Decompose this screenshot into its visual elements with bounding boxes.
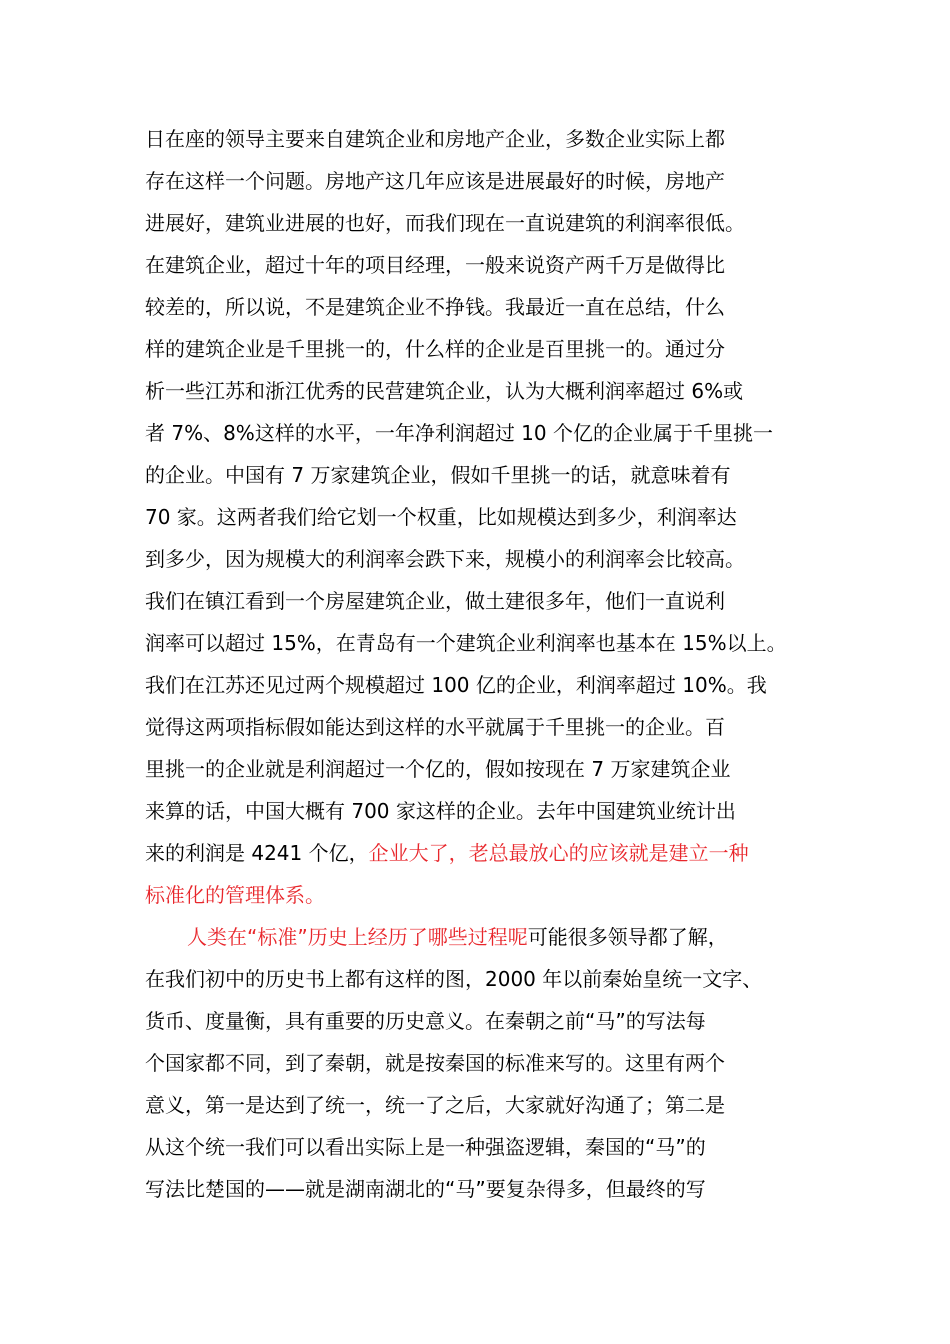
text-line: 写法比楚国的——就是湖南湖北的“马”要复杂得多，但最终的写 <box>145 1177 706 1201</box>
text-line: 存在这样一个问题。房地产这几年应该是进展最好的时候，房地产 <box>145 169 725 193</box>
text-line: 个国家都不同，到了秦朝，就是按秦国的标准来写的。这里有两个 <box>145 1051 725 1075</box>
text-line: 析一些江苏和浙江优秀的民营建筑企业，认为大概利润率超过 6%或 <box>145 379 744 403</box>
text-line: 到多少，因为规模大的利润率会跌下来，规模小的利润率会比较高。 <box>145 547 745 571</box>
text-line: 我们在江苏还见过两个规模超过 100 亿的企业，利润率超过 10%。我 <box>145 673 767 697</box>
text-line: 较差的，所以说，不是建筑企业不挣钱。我最近一直在总结，什么 <box>145 295 725 319</box>
text-line: 在我们初中的历史书上都有这样的图，2000 年以前秦始皇统一文字、 <box>145 967 763 991</box>
text-line: 在建筑企业，超过十年的项目经理，一般来说资产两千万是做得比 <box>145 253 725 277</box>
text-line-mixed <box>145 916 815 958</box>
text-line: 70 家。这两者我们给它划一个权重，比如规模达到多少，利润率达 <box>145 505 737 529</box>
body-text <box>145 118 815 1210</box>
highlighted-text: 企业大了，老总最放心的应该就是建立一种 <box>368 841 749 865</box>
text-line: 润率可以超过 15%，在青岛有一个建筑企业利润率也基本在 15%以上。 <box>145 631 787 655</box>
text-line: 觉得这两项指标假如能达到这样的水平就属于千里挑一的企业。百 <box>145 715 725 739</box>
text-line: 者 7%、8%这样的水平，一年净利润超过 10 个亿的企业属于千里挑一 <box>145 421 773 445</box>
highlighted-text: 人类在“标准”历史上经历了哪些过程呢 <box>187 925 528 949</box>
text-line-mixed <box>145 832 815 874</box>
text-line: 里挑一的企业就是利润超过一个亿的，假如按现在 7 万家建筑企业 <box>145 757 731 781</box>
text-segment: 来的利润是 4241 个亿， <box>145 841 369 865</box>
text-line: 进展好，建筑业进展的也好，而我们现在一直说建筑的利润率很低。 <box>145 211 745 235</box>
text-line: 货币、度量衡，具有重要的历史意义。在秦朝之前“马”的写法每 <box>145 1009 706 1033</box>
paragraph-1 <box>145 118 815 916</box>
text-line: 我们在镇江看到一个房屋建筑企业，做土建很多年，他们一直说利 <box>145 589 725 613</box>
text-line: 从这个统一我们可以看出实际上是一种强盗逻辑，秦国的“马”的 <box>145 1135 706 1159</box>
paragraph-2 <box>145 916 815 1210</box>
text-line: 日在座的领导主要来自建筑企业和房地产企业，多数企业实际上都 <box>145 127 725 151</box>
highlighted-text: 标准化的管理体系。 <box>145 883 325 907</box>
text-line <box>145 874 815 916</box>
text-line: 样的建筑企业是千里挑一的，什么样的企业是百里挑一的。通过分 <box>145 337 725 361</box>
text-line: 来算的话，中国大概有 700 家这样的企业。去年中国建筑业统计出 <box>145 799 736 823</box>
text-segment: 可能很多领导都了解， <box>527 925 728 949</box>
text-line: 意义，第一是达到了统一，统一了之后，大家就好沟通了；第二是 <box>145 1093 725 1117</box>
text-line: 的企业。中国有 7 万家建筑企业，假如千里挑一的话，就意味着有 <box>145 463 731 487</box>
